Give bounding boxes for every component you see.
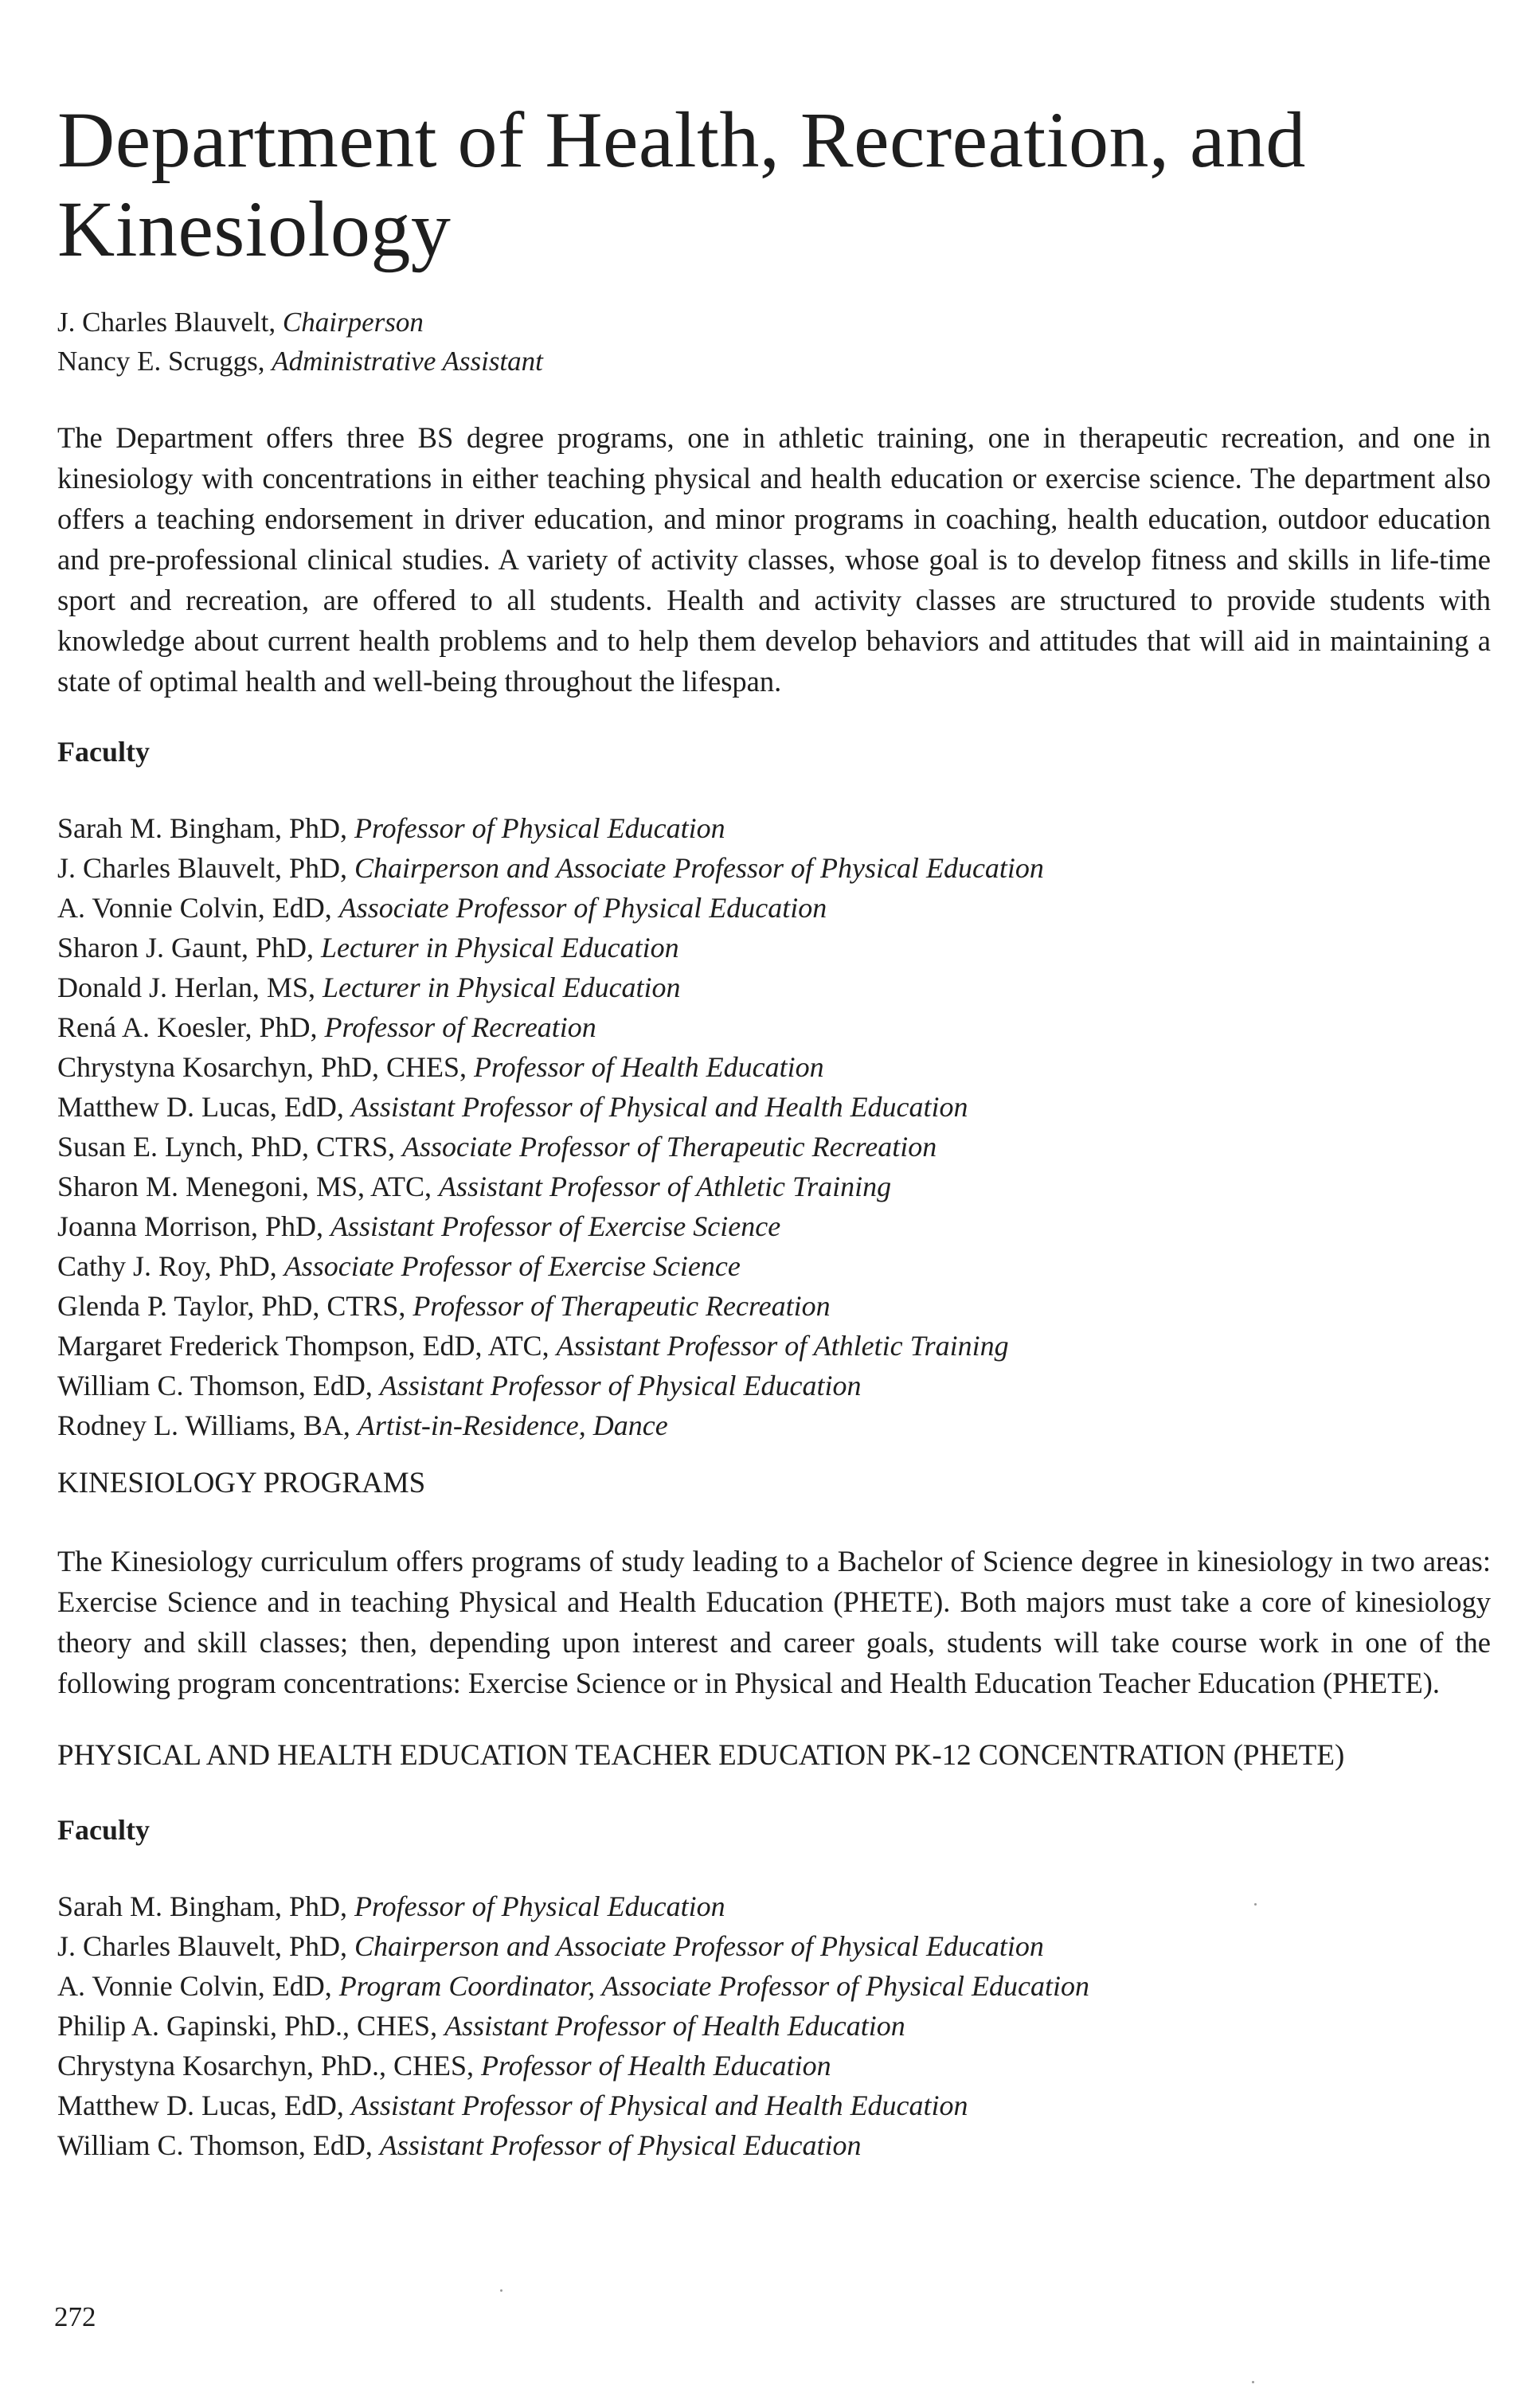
faculty-name: Sharon M. Menegoni, MS, ATC,: [57, 1171, 440, 1202]
faculty-name: Cathy J. Roy, PhD,: [57, 1250, 284, 1282]
faculty-name: Susan E. Lynch, PhD, CTRS,: [57, 1131, 403, 1163]
faculty-role: Artist-in-Residence, Dance: [357, 1409, 668, 1441]
faculty-name: William C. Thomson, EdD,: [57, 1370, 380, 1401]
staff-name: Nancy E. Scruggs,: [57, 346, 272, 377]
faculty-entry: [57, 1926, 1491, 1966]
faculty-entry: [57, 1886, 1491, 1926]
faculty-heading: Faculty: [57, 1814, 150, 1846]
scan-speck: [1254, 1903, 1257, 1906]
scan-speck: [500, 2289, 502, 2292]
faculty-name: Rená A. Koesler, PhD,: [57, 1011, 325, 1043]
faculty-entry: [57, 1246, 1491, 1286]
faculty-name: Matthew D. Lucas, EdD,: [57, 1091, 351, 1123]
faculty-role: Associate Professor of Therapeutic Recreation: [402, 1131, 937, 1163]
faculty-role: Chairperson and Associate Professor of Physical Education: [354, 852, 1044, 884]
faculty-entry: [57, 2006, 1491, 2046]
faculty-list: [57, 808, 1491, 1445]
faculty-entry: [57, 928, 1491, 968]
faculty-role: Assistant Professor of Athletic Training: [556, 1330, 1009, 1362]
faculty-role: Lecturer in Physical Education: [322, 971, 681, 1003]
faculty-role: Associate Professor of Exercise Science: [283, 1250, 741, 1282]
kinesiology-paragraph: The Kinesiology curriculum offers programs of study leading to a Bachelor of Science degree in kinesiology in two areas: Exercise Science and in teaching Physical and Health Education (PHETE). Both majors must take a core of kinesiology theory and skill classes; then, depending upon interest and career goals, students will take course work in one of the following program concentrations: Exercise Science or in Physical and Health Education Teacher Education (PHETE).: [57, 1545, 1491, 1699]
page-content: [57, 96, 1491, 2165]
faculty-role: Lecturer in Physical Education: [321, 932, 679, 964]
faculty-name: J. Charles Blauvelt, PhD,: [57, 1930, 354, 1962]
kinesiology-programs-heading: KINESIOLOGY PROGRAMS: [57, 1467, 426, 1499]
faculty-name: Sharon J. Gaunt, PhD,: [57, 932, 321, 964]
staff-block: [57, 303, 1491, 381]
faculty-entry: [57, 1206, 1491, 1246]
faculty-role: Assistant Professor of Physical and Health Education: [350, 2089, 968, 2121]
faculty-entry: [57, 1127, 1491, 1167]
faculty-entry: [57, 1405, 1491, 1445]
staff-name: J. Charles Blauvelt,: [57, 307, 283, 338]
faculty-role: Assistant Professor of Physical Education: [379, 2129, 862, 2161]
faculty-role: Assistant Professor of Athletic Training: [439, 1171, 892, 1202]
faculty-name: Margaret Frederick Thompson, EdD, ATC,: [57, 1330, 557, 1362]
staff-role: Administrative Assistant: [272, 346, 543, 377]
faculty-name: Donald J. Herlan, MS,: [57, 971, 323, 1003]
faculty-name: J. Charles Blauvelt, PhD,: [57, 852, 354, 884]
faculty-name: Matthew D. Lucas, EdD,: [57, 2089, 351, 2121]
faculty-role: Professor of Physical Education: [354, 812, 725, 844]
faculty-entry: [57, 1047, 1491, 1087]
faculty-name: Chrystyna Kosarchyn, PhD, CHES,: [57, 1051, 474, 1083]
faculty-entry: [57, 1167, 1491, 1206]
page-number: 272: [54, 2301, 96, 2332]
staff-line: [57, 303, 1491, 342]
faculty-entry: [57, 848, 1491, 888]
faculty-entry: [57, 2046, 1491, 2086]
faculty-heading: Faculty: [57, 736, 150, 768]
faculty-entry: [57, 1366, 1491, 1405]
faculty-name: Rodney L. Williams, BA,: [57, 1409, 358, 1441]
faculty-role: Associate Professor of Physical Education: [338, 892, 827, 924]
faculty-role: Assistant Professor of Physical Education: [379, 1370, 862, 1401]
faculty-name: Chrystyna Kosarchyn, PhD., CHES,: [57, 2050, 481, 2082]
faculty-entry: [57, 968, 1491, 1007]
faculty-entry: [57, 1286, 1491, 1326]
faculty-entry: [57, 2125, 1491, 2165]
phete-heading: PHYSICAL AND HEALTH EDUCATION TEACHER EDUCATION PK-12 CONCENTRATION (PHETE): [57, 1739, 1345, 1772]
faculty-role: Assistant Professor of Exercise Science: [330, 1210, 781, 1242]
faculty-role: Assistant Professor of Physical and Health Education: [350, 1091, 968, 1123]
faculty-list: [57, 1886, 1491, 2165]
faculty-name: Sarah M. Bingham, PhD,: [57, 812, 354, 844]
faculty-name: Philip A. Gapinski, PhD., CHES,: [57, 2010, 445, 2042]
faculty-role: Assistant Professor of Health Education: [444, 2010, 905, 2042]
page-title: Department of Health, Recreation, and Kinesiology: [57, 96, 1306, 273]
faculty-role: Professor of Health Education: [473, 1051, 824, 1083]
faculty-name: Sarah M. Bingham, PhD,: [57, 1890, 354, 1922]
faculty-role: Chairperson and Associate Professor of Physical Education: [354, 1930, 1044, 1962]
faculty-role: Professor of Physical Education: [354, 1890, 725, 1922]
staff-role: Chairperson: [282, 307, 424, 338]
faculty-name: A. Vonnie Colvin, EdD,: [57, 1970, 339, 2002]
faculty-entry: [57, 808, 1491, 848]
faculty-entry: [57, 1087, 1491, 1127]
faculty-name: Glenda P. Taylor, PhD, CTRS,: [57, 1290, 413, 1322]
faculty-name: Joanna Morrison, PhD,: [57, 1210, 330, 1242]
scan-speck: [1252, 2381, 1254, 2383]
faculty-entry: [57, 888, 1491, 928]
staff-line: [57, 342, 1491, 381]
faculty-name: A. Vonnie Colvin, EdD,: [57, 892, 339, 924]
faculty-entry: [57, 1966, 1491, 2006]
faculty-name: William C. Thomson, EdD,: [57, 2129, 380, 2161]
intro-paragraph: The Department offers three BS degree programs, one in athletic training, one in therapeutic recreation, and one in kinesiology with concentrations in either teaching physical and health education or exercise science. The department also offers a teaching endorsement in driver education, and minor programs in coaching, health education, outdoor education and pre-professional clinical studies. A variety of activity classes, whose goal is to develop fitness and skills in life-time sport and recreation, are offered to all students. Health and activity classes are structured to provide students with knowledge about current health problems and to help them develop behaviors and attitudes that will aid in maintaining a state of optimal health and well-being throughout the lifespan.: [57, 421, 1491, 698]
faculty-entry: [57, 1007, 1491, 1047]
faculty-entry: [57, 2086, 1491, 2125]
faculty-role: Professor of Therapeutic Recreation: [413, 1290, 831, 1322]
faculty-role: Program Coordinator, Associate Professor of Physical Education: [338, 1970, 1090, 2002]
faculty-role: Professor of Health Education: [480, 2050, 831, 2082]
faculty-entry: [57, 1326, 1491, 1366]
faculty-role: Professor of Recreation: [324, 1011, 596, 1043]
